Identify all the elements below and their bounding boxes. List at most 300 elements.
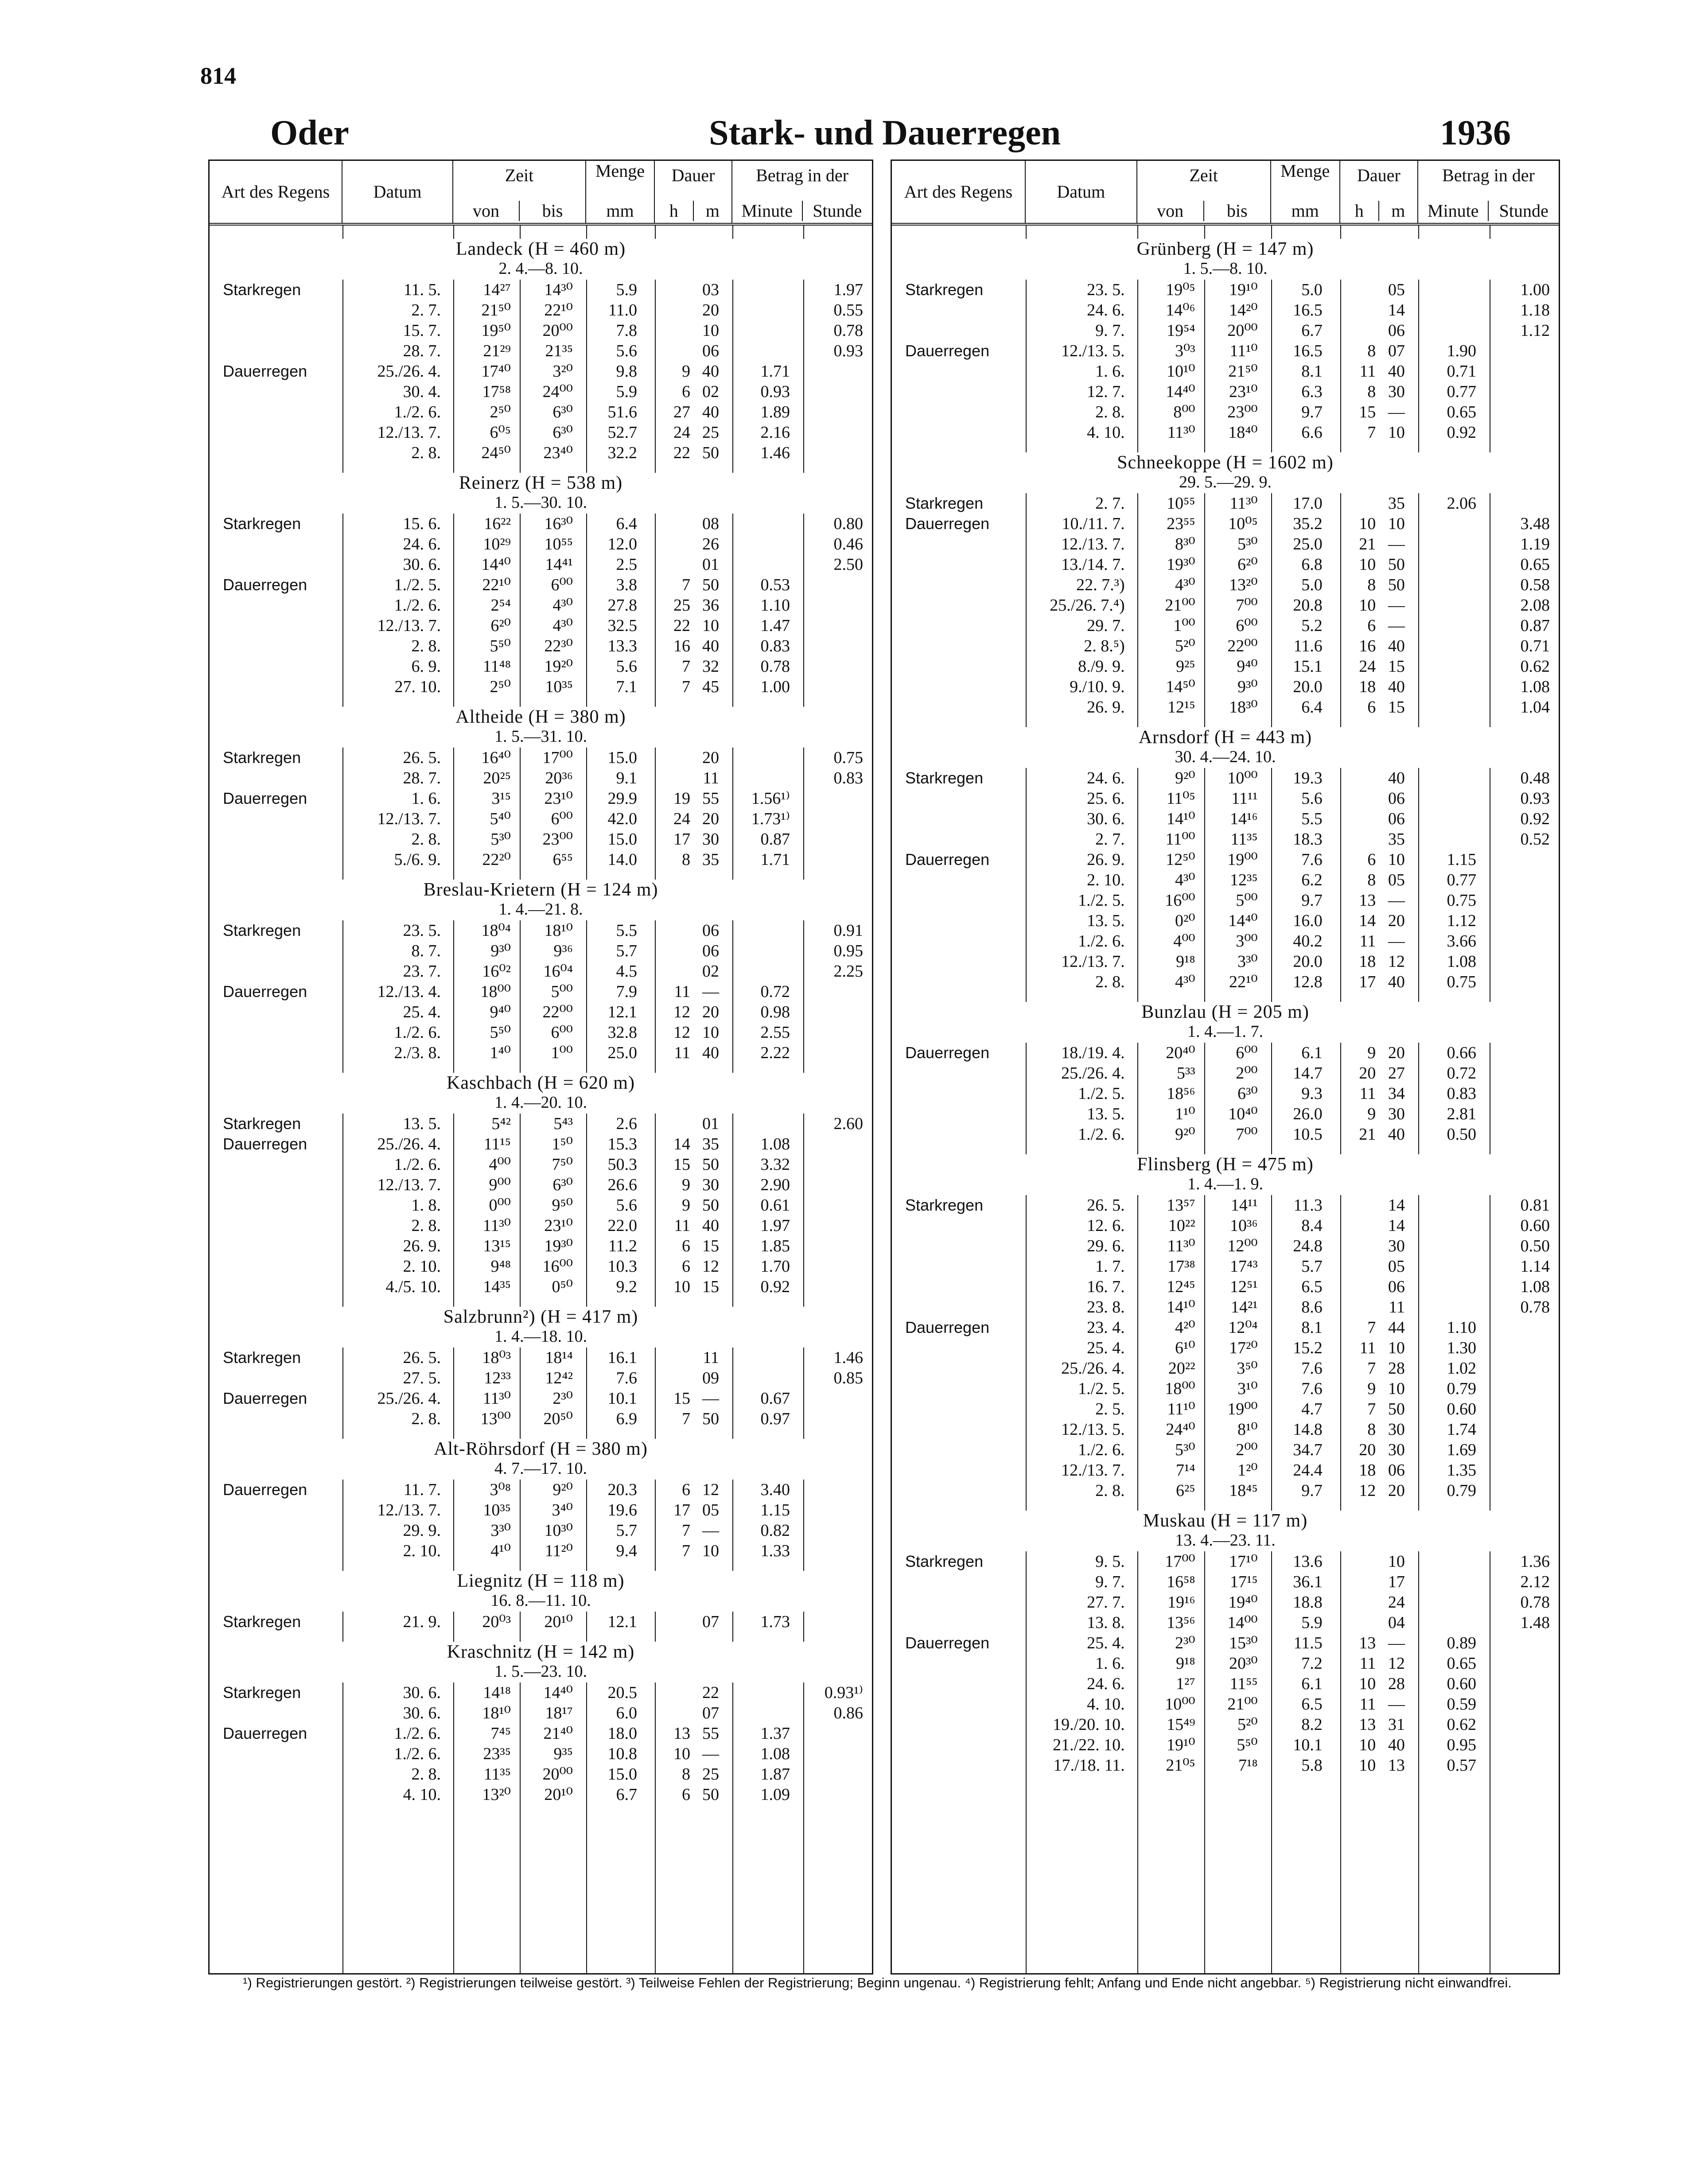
cell-h: 16: [1359, 637, 1376, 655]
cell-von: 20⁴⁰: [1166, 1044, 1195, 1062]
cell-h: 13: [1359, 891, 1376, 910]
cell-menge: 17.0: [1293, 494, 1323, 513]
cell-menge: 12.1: [607, 1003, 637, 1021]
cell-date: 27. 10.: [394, 678, 441, 696]
cell-bis: 14⁴⁰: [543, 1683, 573, 1702]
cell-st: 2.08: [1520, 596, 1550, 615]
cell-m: 31: [1388, 1715, 1405, 1734]
header-sub-m: m: [693, 201, 732, 221]
table-row: [210, 941, 872, 961]
cell-von: 16²²: [484, 514, 511, 533]
cell-von: 5³⁰: [1175, 1441, 1195, 1459]
table-row: [210, 320, 872, 341]
cell-menge: 12.1: [607, 1612, 637, 1631]
cell-st: 1.18: [1520, 301, 1550, 319]
cell-mi: 3.66: [1447, 932, 1476, 950]
cell-bis: 5⁴³: [553, 1114, 573, 1133]
cell-von: 9⁰⁰: [489, 1176, 511, 1194]
station-block: [892, 1002, 1559, 1145]
cell-bis: 21³⁵: [545, 342, 573, 360]
cell-date: 24. 6.: [1087, 301, 1125, 319]
station-period: 29. 5.—29. 9.: [892, 473, 1559, 491]
cell-date: 1./2. 5.: [1078, 891, 1125, 910]
cell-menge: 34.7: [1293, 1441, 1323, 1459]
cell-von: 11³⁰: [482, 1216, 511, 1235]
table-row: [210, 1409, 872, 1429]
cell-menge: 14.8: [1293, 1420, 1323, 1439]
station-name: Kraschnitz (H = 142 m): [210, 1642, 872, 1662]
station-period: 1. 4.—18. 10.: [210, 1327, 872, 1346]
table-row: [892, 300, 1559, 320]
cell-bis: 11²⁰: [545, 1542, 573, 1560]
cell-von: 11³⁰: [1167, 423, 1195, 442]
cell-menge: 32.5: [607, 616, 637, 635]
cell-von: 4¹⁰: [490, 1542, 511, 1560]
cell-menge: 13.6: [1293, 1552, 1323, 1571]
station-block: [210, 1642, 872, 1805]
cell-m: 05: [1388, 1257, 1405, 1276]
cell-m: 50: [702, 576, 719, 594]
cell-bis: 19⁰⁰: [1227, 850, 1258, 869]
table-row: [892, 1714, 1559, 1735]
cell-mi: 2.90: [760, 1176, 790, 1194]
cell-von: 3³⁰: [490, 1521, 511, 1540]
cell-date: 13. 8.: [1087, 1613, 1125, 1632]
cell-date: 4. 10.: [1087, 1695, 1125, 1714]
cell-menge: 10.1: [1293, 1736, 1323, 1754]
cell-bis: 7¹⁸: [1238, 1756, 1258, 1775]
cell-menge: 16.5: [1293, 301, 1323, 319]
cell-date: 2. 8.: [411, 1216, 441, 1235]
cell-date: 2. 8.: [1095, 403, 1125, 421]
cell-date: 9. 7.: [1095, 321, 1125, 340]
station-block: [892, 239, 1559, 443]
cell-bis: 5⁰⁰: [1236, 891, 1258, 910]
cell-date: 30. 6.: [403, 1683, 441, 1702]
header-menge-label: Menge: [595, 161, 645, 181]
cell-von: 24⁵⁰: [481, 444, 511, 462]
table-row: [892, 1104, 1559, 1124]
cell-von: 14⁴⁰: [481, 555, 511, 574]
station-block: [892, 452, 1559, 717]
cell-m: —: [1388, 596, 1405, 615]
cell-date: 1./2. 6.: [394, 1724, 441, 1743]
cell-menge: 6.7: [616, 1785, 637, 1804]
cell-bis: 5⁵⁰: [1237, 1736, 1258, 1754]
cell-date: 26. 5.: [403, 748, 441, 767]
cell-h: 11: [1359, 1339, 1376, 1357]
header-art-label: Art des Regens: [904, 182, 1013, 202]
table-row: [210, 1277, 872, 1297]
cell-von: 15⁴⁹: [1167, 1715, 1195, 1734]
table-row: [210, 1368, 872, 1388]
cell-h: 10: [1359, 1756, 1376, 1775]
cell-von: 6⁰⁵: [490, 423, 511, 442]
station-rows: [210, 1114, 872, 1297]
station-name: Schneekoppe (H = 1602 m): [892, 452, 1559, 473]
cell-von: 13⁵⁷: [1167, 1196, 1195, 1215]
cell-date: 25./26. 4.: [1061, 1064, 1125, 1083]
cell-date: 4. 10.: [403, 1785, 441, 1804]
station-block: [210, 1439, 872, 1561]
cell-mi: 0.95: [1447, 1736, 1476, 1754]
header-dauer-label: Dauer: [671, 165, 715, 185]
cell-von: 19¹⁶: [1167, 1593, 1195, 1612]
cell-menge: 5.6: [616, 657, 637, 676]
cell-menge: 18.3: [1293, 830, 1323, 849]
cell-von: 7¹⁴: [1176, 1461, 1195, 1480]
cell-mi: 1.97: [760, 1216, 790, 1235]
cell-m: 40: [1388, 1125, 1405, 1144]
cell-bis: 9³⁵: [553, 1745, 573, 1763]
header-dauer: [1340, 161, 1418, 223]
cell-m: 25: [702, 1765, 719, 1784]
cell-menge: 5.6: [1301, 789, 1323, 808]
cell-date: 2. 7.: [1095, 830, 1125, 849]
rain-type: Starkregen: [905, 494, 984, 512]
cell-menge: 10.3: [607, 1257, 637, 1276]
cell-menge: 9.7: [1301, 1481, 1323, 1500]
table-row: [210, 636, 872, 656]
station-block: [210, 707, 872, 870]
cell-bis: 6⁰⁰: [551, 1023, 573, 1042]
table-row: [892, 1440, 1559, 1460]
cell-st: 0.93: [833, 342, 863, 360]
cell-mi: 1.71: [760, 362, 790, 381]
table-row: [210, 1043, 872, 1063]
header-art: [210, 161, 342, 223]
cell-m: 35: [702, 850, 719, 869]
cell-menge: 14.7: [1293, 1064, 1323, 1083]
cell-h: 6: [1367, 698, 1376, 717]
cell-bis: 2³⁰: [552, 1389, 573, 1408]
cell-von: 17⁰⁰: [1165, 1552, 1195, 1571]
cell-menge: 8.1: [1301, 1318, 1323, 1337]
cell-h: 14: [673, 1135, 690, 1153]
cell-menge: 5.7: [1301, 1257, 1323, 1276]
cell-menge: 8.4: [1301, 1216, 1323, 1235]
cell-von: 21⁵⁰: [481, 301, 511, 319]
cell-mi: 1.08: [760, 1745, 790, 1763]
header-sub-minute: Minute: [741, 201, 793, 221]
cell-menge: 29.9: [607, 789, 637, 808]
cell-menge: 6.5: [1301, 1277, 1323, 1296]
header-betrag: [732, 161, 872, 223]
cell-date: 2. 7.: [411, 301, 441, 319]
cell-m: 06: [1388, 1461, 1405, 1480]
rain-type: Starkregen: [905, 769, 984, 787]
cell-m: 36: [702, 596, 719, 615]
cell-von: 18⁰⁰: [1165, 1379, 1195, 1398]
cell-m: 12: [702, 1257, 719, 1276]
cell-bis: 7⁵⁰: [552, 1155, 573, 1174]
cell-m: 20: [1388, 1481, 1405, 1500]
cell-st: 0.91: [833, 921, 863, 940]
cell-von: 17³⁸: [1167, 1257, 1195, 1276]
cell-von: 19¹⁰: [1167, 1736, 1195, 1754]
cell-st: 1.46: [833, 1348, 863, 1367]
cell-h: 6: [682, 1257, 690, 1276]
cell-von: 19⁵⁴: [1167, 321, 1195, 340]
cell-bis: 12³⁵: [1230, 871, 1258, 889]
cell-mi: 0.75: [1447, 973, 1476, 991]
cell-m: 05: [1388, 280, 1405, 299]
cell-mi: 0.98: [760, 1003, 790, 1021]
cell-m: —: [702, 1389, 719, 1408]
cell-bis: 17²⁰: [1229, 1339, 1258, 1357]
cell-m: 14: [1388, 1216, 1405, 1235]
cell-m: —: [1388, 891, 1405, 910]
cell-von: 10¹⁰: [1167, 362, 1195, 381]
cell-von: 4³⁰: [1175, 973, 1195, 991]
cell-h: 7: [1367, 423, 1376, 442]
cell-von: 10²⁹: [483, 535, 511, 553]
cell-date: 24. 6.: [1087, 769, 1125, 787]
cell-m: 40: [1388, 769, 1405, 787]
station-period: 13. 4.—23. 11.: [892, 1531, 1559, 1550]
cell-von: 4⁰⁰: [489, 1155, 511, 1174]
cell-h: 7: [682, 1410, 690, 1428]
cell-date: 2. 8.: [1095, 1481, 1125, 1500]
cell-menge: 5.9: [1301, 1613, 1323, 1632]
cell-m: 40: [702, 1216, 719, 1235]
station-period: 1. 5.—8. 10.: [892, 259, 1559, 278]
cell-von: 9¹⁸: [1176, 1654, 1195, 1673]
cell-von: 14³⁵: [483, 1277, 511, 1296]
table-row: [892, 534, 1559, 554]
cell-h: 20: [1359, 1064, 1376, 1083]
cell-date: 10./11. 7.: [1062, 514, 1125, 533]
rain-type: Dauerregen: [905, 850, 990, 869]
rain-type: Starkregen: [223, 1114, 301, 1133]
cell-st: 0.62: [1520, 657, 1550, 676]
table-row: [892, 554, 1559, 575]
page-number: 814: [200, 62, 236, 89]
cell-von: 3¹⁵: [491, 789, 511, 808]
table-row: [892, 951, 1559, 972]
cell-st: 1.08: [1520, 678, 1550, 696]
cell-bis: 3⁴⁰: [552, 1501, 573, 1519]
cell-von: 2³⁰: [1175, 1634, 1195, 1652]
cell-bis: 10⁰⁵: [1228, 514, 1258, 533]
cell-menge: 13.3: [607, 637, 637, 655]
cell-bis: 9⁴⁰: [1237, 657, 1258, 676]
cell-h: 15: [673, 1155, 690, 1174]
cell-menge: 10.1: [607, 1389, 637, 1408]
cell-von: 1²⁷: [1176, 1675, 1195, 1693]
cell-st: 2.50: [833, 555, 863, 574]
cell-menge: 51.6: [607, 403, 637, 421]
table-row: [892, 493, 1559, 514]
station-name: Grünberg (H = 147 m): [892, 239, 1559, 259]
cell-bis: 9³⁰: [1237, 678, 1258, 696]
cell-bis: 18⁴⁵: [1229, 1481, 1258, 1500]
column-header: [892, 161, 1559, 226]
cell-h: 20: [1359, 1441, 1376, 1459]
station-name: Landeck (H = 460 m): [210, 239, 872, 259]
cell-date: 2. 8.: [411, 830, 441, 849]
station-block: [210, 473, 872, 697]
cell-h: 6: [1367, 850, 1376, 869]
cell-menge: 7.6: [1301, 850, 1323, 869]
cell-bis: 6⁰⁰: [1236, 616, 1258, 635]
cell-bis: 9³⁶: [553, 942, 573, 960]
cell-m: 07: [702, 1612, 719, 1631]
table-row: [892, 514, 1559, 534]
rain-type: Dauerregen: [223, 576, 307, 594]
table-row: [892, 972, 1559, 992]
cell-m: 10: [1388, 1379, 1405, 1398]
table-row: [210, 402, 872, 422]
station-block: [892, 1511, 1559, 1776]
station-name: Breslau-Krietern (H = 124 m): [210, 880, 872, 900]
cell-von: 20²⁵: [483, 769, 511, 787]
cell-h: 8: [682, 1765, 690, 1784]
cell-menge: 20.0: [1293, 678, 1323, 696]
cell-bis: 23¹⁰: [1229, 382, 1258, 401]
cell-mi: 1.08: [760, 1135, 790, 1153]
cell-st: 0.93¹⁾: [824, 1683, 863, 1702]
cell-von: 11³⁰: [1167, 1237, 1195, 1255]
cell-von: 4⁰⁰: [1173, 932, 1195, 950]
cell-m: 11: [703, 769, 719, 787]
cell-mi: 0.59: [1447, 1695, 1476, 1714]
cell-von: 14¹⁰: [1167, 810, 1195, 828]
header-zeit-label: Zeit: [505, 165, 534, 185]
cell-m: 30: [702, 1176, 719, 1194]
cell-menge: 15.3: [607, 1135, 637, 1153]
cell-m: 10: [702, 1023, 719, 1042]
cell-m: 40: [1388, 1736, 1405, 1754]
header-unit-mm: mm: [1291, 201, 1319, 221]
cell-menge: 4.5: [616, 962, 637, 981]
cell-m: 20: [1388, 1044, 1405, 1062]
cell-mi: 0.79: [1447, 1481, 1476, 1500]
cell-m: 40: [702, 637, 719, 655]
cell-m: 12: [702, 1480, 719, 1499]
cell-bis: 23¹⁰: [544, 1216, 573, 1235]
cell-date: 25. 4.: [1087, 1339, 1125, 1357]
station-block: [210, 880, 872, 1063]
cell-date: 12. 6.: [1087, 1216, 1125, 1235]
header-sub-stunde: Stunde: [1488, 201, 1559, 221]
cell-date: 16. 7.: [1087, 1277, 1125, 1296]
cell-von: 14⁵⁰: [1166, 678, 1195, 696]
cell-bis: 3⁵⁰: [1237, 1359, 1258, 1378]
cell-m: 07: [1388, 342, 1405, 360]
cell-date: 12./13. 7.: [377, 1176, 441, 1194]
cell-bis: 0⁵⁰: [552, 1277, 573, 1296]
cell-menge: 5.6: [616, 1196, 637, 1215]
cell-date: 13. 5.: [1087, 1105, 1125, 1123]
cell-von: 9¹⁸: [1176, 952, 1195, 971]
cell-mi: 1.73¹⁾: [751, 810, 790, 828]
cell-st: 0.78: [1520, 1593, 1550, 1612]
cell-von: 0⁰⁰: [489, 1196, 511, 1215]
cell-mi: 1.56¹⁾: [751, 789, 790, 808]
cell-m: 10: [702, 616, 719, 635]
cell-von: 13⁵⁶: [1167, 1613, 1195, 1632]
cell-h: 10: [1359, 555, 1376, 574]
station-block: [892, 727, 1559, 992]
cell-bis: 20¹⁰: [544, 1785, 573, 1804]
cell-bis: 6⁰⁰: [551, 810, 573, 828]
cell-von: 17⁴⁰: [481, 362, 511, 381]
cell-bis: 18³⁰: [1229, 698, 1258, 717]
cell-date: 2. 8.: [411, 1765, 441, 1784]
cell-bis: 17⁴³: [1230, 1257, 1258, 1276]
cell-m: 17: [1388, 1573, 1405, 1591]
cell-bis: 11³⁰: [1229, 494, 1258, 513]
rain-type: Dauerregen: [223, 362, 307, 380]
cell-h: 12: [673, 1003, 690, 1021]
header-datum-label: Datum: [373, 182, 422, 202]
table-row: [210, 1612, 872, 1632]
cell-bis: 14¹⁶: [1230, 810, 1258, 828]
table-row: [892, 1083, 1559, 1104]
cell-m: —: [1388, 1695, 1405, 1714]
cell-date: 25. 4.: [1087, 1634, 1125, 1652]
cell-menge: 5.2: [1301, 616, 1323, 635]
right-table: [891, 160, 1560, 1975]
station-rows: [210, 514, 872, 697]
station-rows: [892, 768, 1559, 992]
cell-mi: 0.72: [760, 982, 790, 1001]
cell-date: 13./14. 7.: [1061, 555, 1125, 574]
cell-bis: 4³⁰: [552, 596, 573, 615]
cell-bis: 3⁰⁰: [1236, 932, 1258, 950]
cell-h: 13: [1359, 1634, 1376, 1652]
cell-mi: 0.77: [1447, 382, 1476, 401]
cell-bis: 18¹⁷: [545, 1704, 573, 1722]
cell-date: 15. 7.: [403, 321, 441, 340]
cell-st: 0.65: [1520, 555, 1550, 574]
cell-h: 11: [1359, 1695, 1376, 1714]
cell-m: 28: [1388, 1359, 1405, 1378]
cell-h: 7: [1367, 1359, 1376, 1378]
cell-st: 3.48: [1520, 514, 1550, 533]
cell-m: 30: [1388, 1420, 1405, 1439]
cell-von: 21⁰⁵: [1166, 1756, 1195, 1775]
cell-h: 7: [682, 657, 690, 676]
cell-von: 11³⁰: [482, 1389, 511, 1408]
cell-date: 25. 6.: [1087, 789, 1125, 808]
table-row: [892, 341, 1559, 361]
table-row: [210, 443, 872, 463]
cell-h: 8: [1367, 382, 1376, 401]
cell-m: 40: [1388, 678, 1405, 696]
table-row: [210, 920, 872, 941]
cell-mi: 1.15: [760, 1501, 790, 1519]
header-betrag: [1418, 161, 1559, 223]
cell-date: 2. 7.: [1095, 494, 1125, 513]
cell-menge: 12.0: [607, 535, 637, 553]
cell-date: 30. 6.: [1087, 810, 1125, 828]
cell-menge: 35.2: [1293, 514, 1323, 533]
cell-date: 22. 7.³): [1076, 576, 1125, 594]
cell-date: 25./26. 4.: [377, 362, 441, 381]
cell-bis: 14²⁰: [1229, 301, 1258, 319]
station-name: Alt-Röhrsdorf (H = 380 m): [210, 1439, 872, 1459]
cell-menge: 50.3: [607, 1155, 637, 1174]
cell-menge: 6.5: [1301, 1695, 1323, 1714]
cell-von: 5³³: [1176, 1064, 1195, 1083]
table-row: [210, 514, 872, 534]
cell-von: 16⁰⁰: [1165, 891, 1195, 910]
cell-von: 4²⁰: [1175, 1318, 1195, 1337]
cell-m: 10: [1388, 850, 1405, 869]
cell-von: 16⁴⁰: [481, 748, 511, 767]
